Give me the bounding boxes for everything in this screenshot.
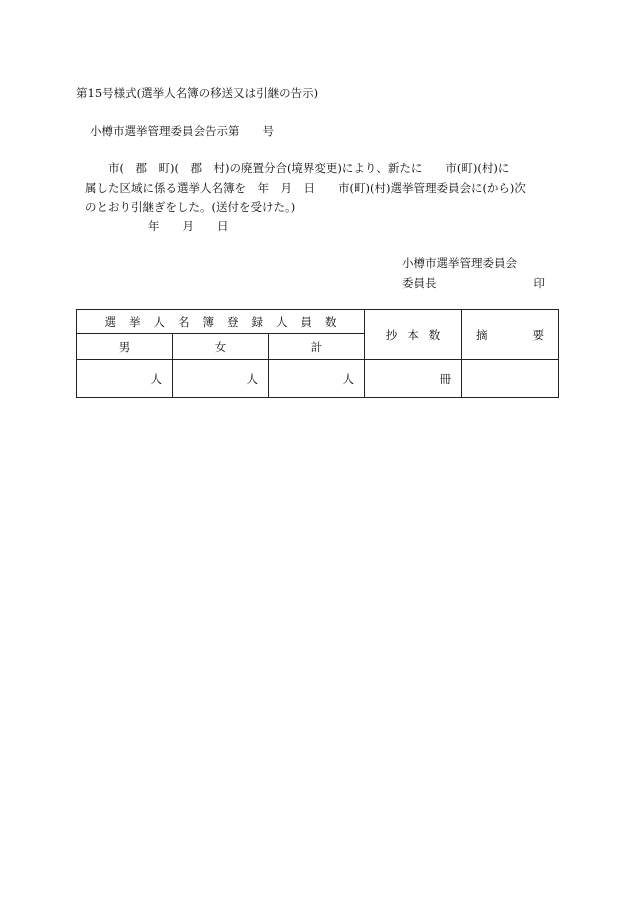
total-header: 計 xyxy=(269,334,365,360)
registration-table xyxy=(76,309,559,398)
female-count-cell: 人 xyxy=(173,360,269,398)
summary-header xyxy=(462,310,559,360)
summary-cell xyxy=(462,360,559,398)
registered-count-header: 選挙人名簿登録人員数 xyxy=(77,310,365,334)
issuer-name: 小樽市選挙管理委員会 xyxy=(402,256,517,270)
body-line-1: 市( 郡 町)( 郡 村)の廃置分合(境界変更)により、新たに 市(町)(村)に xyxy=(85,161,510,175)
form-title: 第15号様式(選挙人名簿の移送又は引継の告示) xyxy=(76,86,319,100)
chair-signature-line xyxy=(402,276,545,290)
body-line-3: のとおり引継ぎをした。(送付を受けた。) xyxy=(85,200,296,214)
date-line: 年 月 日 xyxy=(148,219,229,233)
chair-title: 委員長 xyxy=(402,276,437,290)
seal-mark: 印 xyxy=(533,276,545,290)
female-header: 女 xyxy=(173,334,269,360)
male-header: 男 xyxy=(77,334,173,360)
table-header-row xyxy=(77,310,559,334)
male-count-cell: 人 xyxy=(77,360,173,398)
total-count-cell: 人 xyxy=(269,360,365,398)
body-line-2: 属した区域に係る選挙人名簿を 年 月 日 市(町)(村)選挙管理委員会に(から)次 xyxy=(85,181,526,195)
summary-header-left: 摘 xyxy=(476,327,488,342)
notice-number: 小樽市選挙管理委員会告示第 号 xyxy=(90,124,274,138)
summary-header-right: 要 xyxy=(532,327,545,342)
table-row xyxy=(77,360,559,398)
copies-count-cell: 冊 xyxy=(365,360,462,398)
copies-header: 抄本数 xyxy=(365,310,462,360)
